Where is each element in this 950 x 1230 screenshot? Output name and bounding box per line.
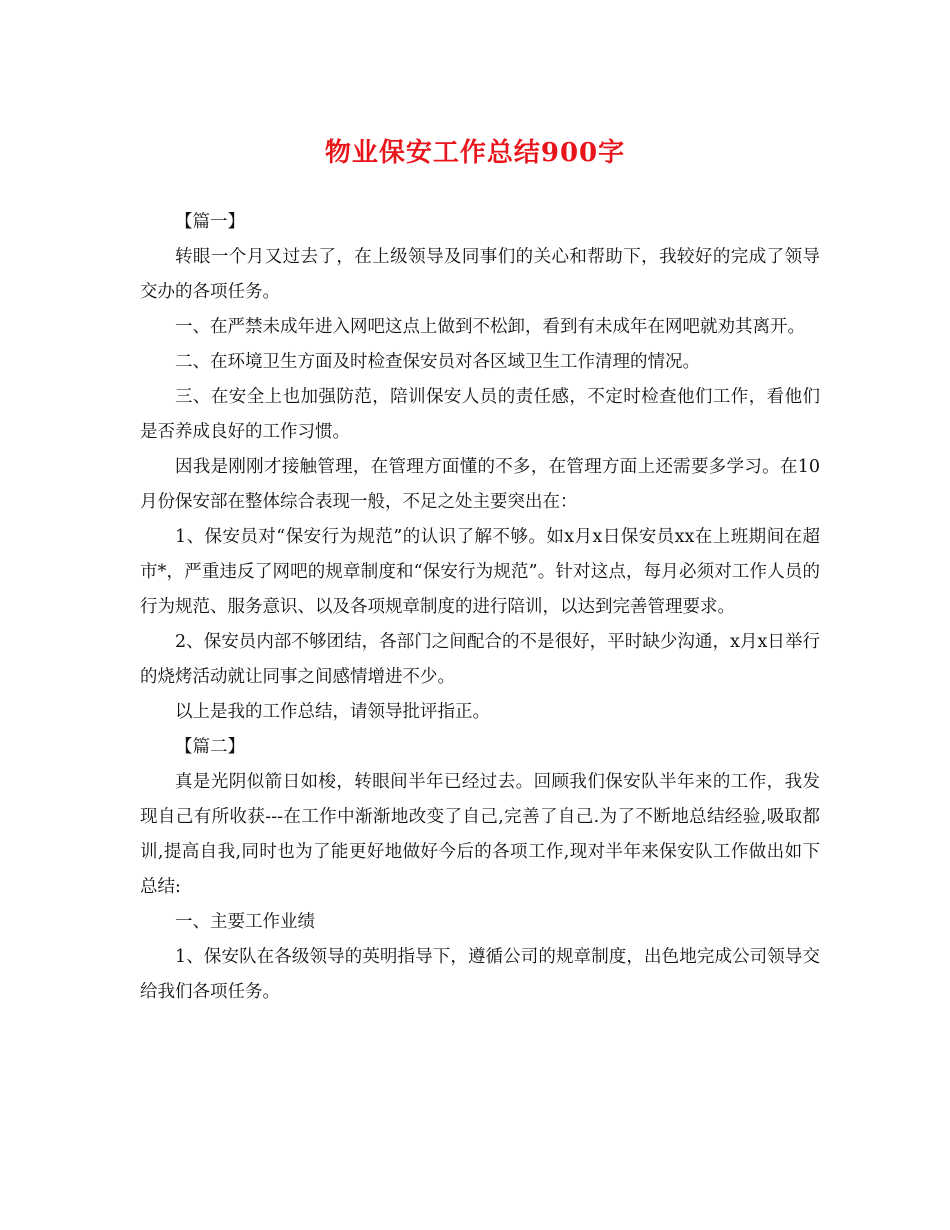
paragraph: 二、在环境卫生方面及时检查保安员对各区域卫生工作清理的情况。 [175, 352, 700, 372]
paragraph: 一、在严禁未成年进入网吧这点上做到不松卸，看到有未成年在网吧就劝其离开。 [175, 317, 805, 337]
paragraph: 真是光阴似箭日如梭，转眼间半年已经过去。回顾我们保安队半年来的工作，我发现自己有所收获---在工作中渐渐地改变了自己,完善了自己.为了不断地总结经验,吸取都训,提高自我,同时也为了能更好地做好今后的各项工作,现对半年来保安队工作做出如下总结: [140, 772, 820, 897]
paragraph: 1、保安队在各级领导的英明指导下，遵循公司的规章制度，出色地完成公司领导交给我们各项任务。 [140, 947, 820, 1002]
document-body [140, 205, 820, 1010]
paragraph: 因我是刚刚才接触管理，在管理方面懂的不多，在管理方面上还需要多学习。在10月份保安部在整体综合表现一般，不足之处主要突出在： [140, 457, 820, 512]
paragraph: 三、在安全上也加强防范，陪训保安人员的责任感，不定时检查他们工作，看他们是否养成良好的工作习惯。 [140, 387, 820, 442]
document-title: 物业保安工作总结900字 [324, 138, 626, 168]
paragraph: 1、保安员对“保安行为规范”的认识了解不够。如x月x日保安员xx在上班期间在超市*，严重违反了网吧的规章制度和“保安行为规范”。针对这点，每月必须对工作人员的行为规范、服务意识、以及各项规章制度的进行陪训，以达到完善管理要求。 [140, 527, 820, 617]
subheading: 一、主要工作业绩 [175, 912, 315, 932]
paragraph: 转眼一个月又过去了，在上级领导及同事们的关心和帮助下，我较好的完成了领导交办的各项任务。 [140, 247, 820, 302]
section-heading-1: 【篇一】 [175, 212, 245, 232]
paragraph: 2、保安员内部不够团结，各部门之间配合的不是很好，平时缺少沟通，x月x日举行的烧烤活动就让同事之间感情增进不少。 [140, 632, 820, 687]
section-heading-2: 【篇二】 [175, 737, 245, 757]
paragraph: 以上是我的工作总结，请领导批评指正。 [175, 702, 490, 722]
